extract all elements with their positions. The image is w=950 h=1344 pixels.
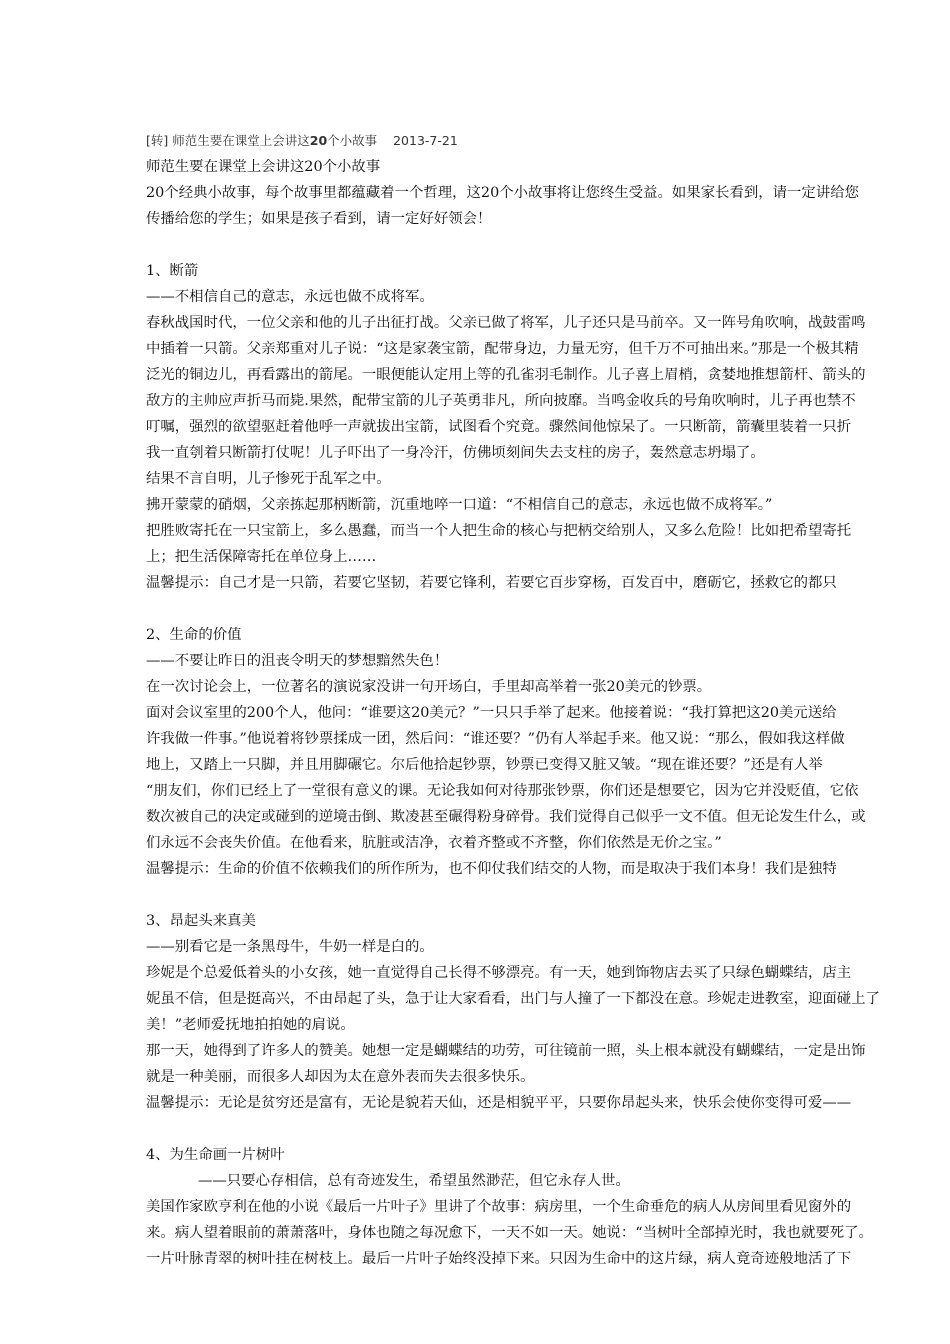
section-title: 3、昂起头来真美 <box>146 913 256 929</box>
paragraph-line: 面对会议室里的200个人，他问：“谁要这20美元？”一只只手举了起来。他接着说：“我打算把这20美元送给 <box>146 705 837 721</box>
intro-line: 传播给您的学生；如果是孩子看到，请一定好好领会！ <box>146 211 492 227</box>
paragraph-line: “朋友们，你们已经上了一堂很有意义的课。无论我如何对待那张钞票，你们还是想要它，因为它并没贬值，它依 <box>146 783 859 799</box>
paragraph-line: 春秋战国时代，一位父亲和他的儿子出征打战。父亲已做了将军，儿子还只是马前卒。又一阵号角吹响，战鼓雷鸣 <box>146 315 866 331</box>
blank-line <box>146 232 950 258</box>
paragraph-line: 数次被自己的决定或碰到的逆境击倒、欺凌甚至碾得粉身碎骨。我们觉得自己似乎一文不值。但无论发生什么，或 <box>146 809 866 825</box>
paragraph-line: 在一次讨论会上，一位著名的演说家没讲一句开场白，手里却高举着一张20美元的钞票。 <box>146 679 712 695</box>
blank-line <box>146 596 950 622</box>
paragraph-line: 美国作家欧亨利在他的小说《最后一片叶子》里讲了个故事：病房里，一个生命垂危的病人从房间里看见窗外的 <box>146 1199 852 1215</box>
paragraph-line: 敌方的主帅应声折马而毙.果然，配带宝箭的儿子英勇非凡，所向披靡。当鸣金收兵的号角吹响时，儿子再也禁不 <box>146 393 856 409</box>
section-tip: 温馨提示：自己才是一只箭，若要它坚韧，若要它锋利，若要它百步穿杨，百发百中，磨砺它，拯救它的都只 <box>146 575 837 591</box>
header-title-part1: 师范生要在课堂上会讲这 <box>172 133 310 148</box>
paragraph-line: 那一天，她得到了许多人的赞美。她想一定是蝴蝶结的功劳，可往镜前一照，头上根本就没有蝴蝶结，一定是出饰 <box>146 1043 866 1059</box>
blank-line <box>146 1116 950 1142</box>
header-title-part2: 个小故事 <box>327 133 378 148</box>
paragraph-line: 我一直刳着只断箭打仗呢！儿子吓出了一身冷汗，仿佛顷刻间失去支柱的房子，轰然意志坍塌了。 <box>146 445 765 461</box>
paragraph-line: 拂开蒙蒙的硝烟，父亲拣起那柄断箭，沉重地啐一口道：“不相信自己的意志，永远也做不成将军。” <box>146 497 773 513</box>
section-subtitle: ——别看它是一条黑母牛，牛奶一样是白的。 <box>146 939 434 955</box>
paragraph-line: 叮嘱，强烈的欲望驱赶着他呼一声就拔出宝箭，试图看个究竟。骤然间他惊呆了。一只断箭，箭囊里装着一只折 <box>146 419 852 435</box>
section-subtitle: ——不相信自己的意志，永远也做不成将军。 <box>146 289 434 305</box>
section-title: 4、为生命画一片树叶 <box>146 1147 285 1163</box>
section-tip: 温馨提示：无论是贫穷还是富有，无论是貌若天仙，还是相貌平平，只要你昂起头来，快乐会使你变得可爱—— <box>146 1095 852 1111</box>
document-header <box>146 130 950 152</box>
header-date: 2013-7-21 <box>393 133 458 148</box>
paragraph-line: 珍妮是个总爱低着头的小女孩，她一直觉得自己长得不够漂亮。有一天，她到饰物店去买了只绿色蝴蝶结，店主 <box>146 965 852 981</box>
paragraph-line: 结果不言自明，儿子惨死于乱军之中。 <box>146 471 391 487</box>
paragraph-line: 美！”老师爱抚地拍拍她的肩说。 <box>146 1017 355 1033</box>
paragraph-line: 来。病人望着眼前的萧萧落叶，身体也随之每况愈下，一天不如一天。她说：“当树叶全部掉光时，我也就要死了。 <box>146 1225 873 1241</box>
header-title-num: 20 <box>309 133 328 148</box>
document-title: 师范生要在课堂上会讲这20个小故事 <box>146 159 381 175</box>
paragraph-line: 泛光的铜边儿，再看露出的箭尾。一眼便能认定用上等的孔雀羽毛制作。儿子喜上眉梢，贪婪地推想箭杆、箭头的 <box>146 367 866 383</box>
paragraph-line: 地上，又踏上一只脚，并且用脚碾它。尔后他拾起钞票，钞票已变得又脏又皱。“现在谁还要？”还是有人举 <box>146 757 823 773</box>
section-subtitle: ——不要让昨日的沮丧令明天的梦想黯然失色！ <box>146 653 449 669</box>
section-title: 2、生命的价值 <box>146 627 242 643</box>
paragraph-line: 妮虽不信，但是挺高兴，不由昂起了头，急于让大家看看，出门与人撞了一下都没在意。珍妮走进教室，迎面碰上了 <box>146 991 880 1007</box>
document-body <box>146 130 950 1272</box>
paragraph-line: 上；把生活保障寄托在单位身上…… <box>146 549 377 565</box>
section-tip: 温馨提示：生命的价值不依赖我们的所作所为，也不仰仗我们结交的人物，而是取决于我们本身！我们是独特 <box>146 861 837 877</box>
section-title: 1、断箭 <box>146 263 199 279</box>
intro-line: 20个经典小故事，每个故事里都蕴藏着一个哲理，这20个小故事将让您终生受益。如果家长看到，请一定讲给您 <box>146 185 859 201</box>
paragraph-line: 一片叶脉青翠的树叶挂在树枝上。最后一片叶子始终没掉下来。只因为生命中的这片绿，病人竟奇迹般地活了下 <box>146 1251 852 1267</box>
paragraph-line: 许我做一件事。”他说着将钞票揉成一团，然后问：“谁还要？”仍有人举起手来。他又说：“那么，假如我这样做 <box>146 731 845 747</box>
paragraph-line: 把胜败寄托在一只宝箭上，多么愚蠢，而当一个人把生命的核心与把柄交给别人，又多么危险！比如把希望寄托 <box>146 523 852 539</box>
header-prefix: [转] <box>146 133 169 148</box>
paragraph-line: 们永远不会丧失价值。在他看来，肮脏或洁净，衣着齐整或不齐整，你们依然是无价之宝。” <box>146 835 722 851</box>
blank-line <box>146 882 950 908</box>
paragraph-line: 就是一种美丽，而很多人却因为太在意外表而失去很多快乐。 <box>146 1069 535 1085</box>
section-subtitle: ——只要心存相信，总有奇迹发生，希望虽然渺茫，但它永存人世。 <box>198 1173 630 1189</box>
paragraph-line: 中插着一只箭。父亲郑重对儿子说：“这是家袭宝箭，配带身边，力量无穷，但千万不可抽出来。”那是一个极其精 <box>146 341 859 357</box>
